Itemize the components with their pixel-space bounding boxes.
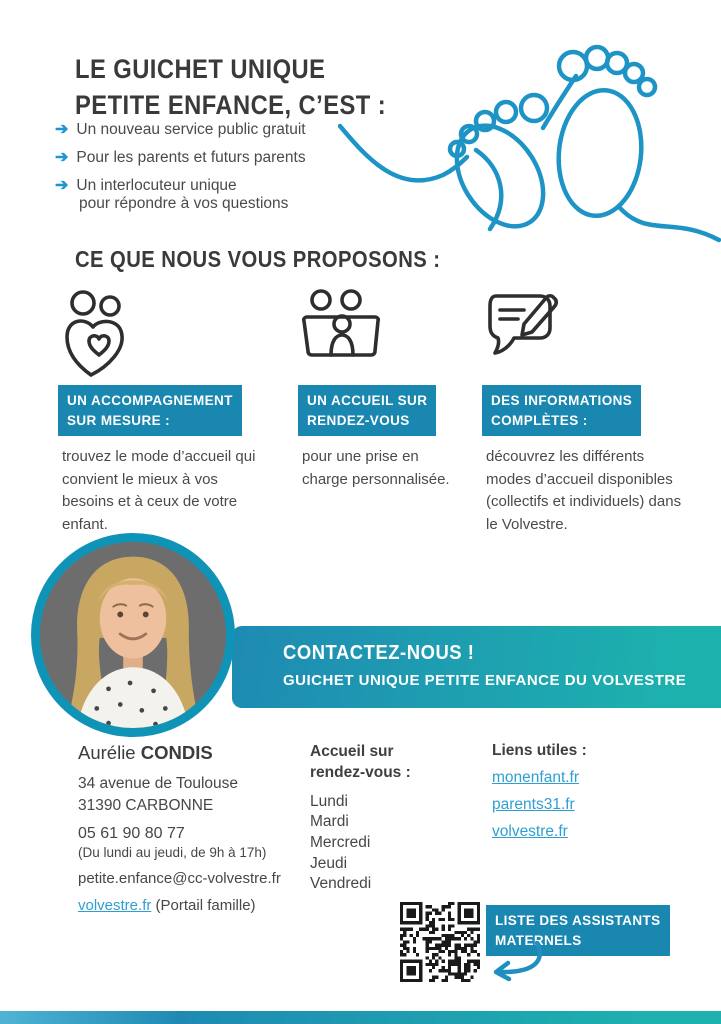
opening-days-title-line1: Accueil sur: [310, 743, 394, 760]
day-item: Lundi: [310, 792, 348, 810]
qr-code: [400, 902, 480, 982]
contact-phone: 05 61 90 80 77: [78, 825, 185, 843]
offer-badge-line1: UN ACCOMPAGNEMENT: [67, 393, 233, 408]
day-item: Mercredi: [310, 834, 371, 852]
contact-name: [78, 742, 313, 764]
arrow-right-icon: ➔: [55, 176, 69, 194]
contact-banner-title: CONTACTEZ-NOUS !: [283, 642, 475, 664]
arrow-right-icon: ➔: [55, 148, 69, 166]
offer-badge: [298, 385, 436, 436]
avatar: [31, 533, 235, 737]
offer-accueil: [298, 288, 468, 491]
page-title-line2: PETITE ENFANCE, C’EST :: [75, 89, 387, 120]
contact-portal: [78, 897, 313, 914]
offers-section-title: CE QUE NOUS VOUS PROPOSONS :: [75, 246, 441, 272]
useful-links-title: Liens utiles :: [492, 742, 587, 759]
useful-links: [492, 742, 672, 841]
contact-details: [78, 742, 313, 914]
footer-accent-bar: [0, 1011, 721, 1024]
opening-days-title-line2: rendez-vous :: [310, 763, 411, 781]
offer-badge-line2: RENDEZ-VOUS: [307, 412, 410, 428]
contact-email: petite.enfance@cc-volvestre.fr: [78, 870, 281, 888]
page-title-line1: LE GUICHET UNIQUE: [75, 54, 326, 84]
offer-informations: [482, 288, 687, 536]
bullet-text: Un nouveau service public gratuit: [76, 121, 306, 138]
offer-badge-line2: COMPLÈTES :: [491, 412, 588, 428]
bullet-text: Un interlocuteur unique: [76, 176, 237, 194]
day-item: Vendredi: [310, 875, 372, 893]
bullet-text-line2: pour répondre à vos questions: [79, 194, 289, 212]
offer-badge: [482, 385, 641, 436]
contact-banner: [232, 626, 721, 708]
family-heart-icon: [58, 288, 273, 383]
list-item: [55, 148, 306, 169]
offer-badge: [58, 385, 242, 436]
offer-badge-line1: DES INFORMATIONS: [491, 393, 633, 408]
curved-arrow-icon: [481, 941, 547, 983]
link-parents31[interactable]: parents31.fr: [492, 796, 575, 813]
offer-text: pour une prise en charge personnalisée.: [302, 448, 450, 488]
contact-last-name: CONDIS: [140, 742, 213, 763]
offer-accompagnement: [58, 288, 273, 536]
baby-feet-line-icon: [338, 8, 721, 253]
note-pencil-icon: [482, 288, 687, 383]
day-item: Mardi: [310, 813, 349, 831]
offer-badge-line1: UN ACCUEIL SUR: [307, 393, 428, 408]
reception-desk-icon: [298, 288, 468, 383]
address-line1: 34 avenue de Toulouse: [78, 775, 239, 792]
list-item: [55, 120, 306, 141]
offer-badge-line2: SUR MESURE :: [67, 412, 171, 428]
offer-text: découvrez les différents modes d’accueil disponibles (collectifs et individuels) dans le Volvestre.: [486, 448, 682, 533]
list-item: [55, 176, 306, 197]
contact-banner-subtitle: GUICHET UNIQUE PETITE ENFANCE DU VOLVESTRE: [283, 672, 687, 689]
assistants-badge-line1: LISTE DES ASSISTANTS: [495, 913, 661, 928]
link-volvestre[interactable]: volvestre.fr: [492, 823, 568, 840]
day-item: Jeudi: [310, 854, 348, 872]
contact-phone-note: (Du lundi au jeudi, de 9h à 17h): [78, 845, 267, 861]
address-line2: 31390 CARBONNE: [78, 796, 214, 814]
opening-days: [310, 742, 470, 895]
opening-days-title: [310, 742, 470, 784]
portal-link[interactable]: volvestre.fr: [78, 897, 152, 915]
arrow-right-icon: ➔: [55, 121, 69, 138]
bullet-text: Pour les parents et futurs parents: [76, 148, 306, 166]
link-monenfant[interactable]: monenfant.fr: [492, 769, 580, 786]
contact-address: [78, 773, 313, 816]
contact-first-name: Aurélie: [78, 742, 136, 763]
portal-note: (Portail famille): [155, 897, 256, 915]
offer-text: trouvez le mode d’accueil qui convient le mieux à vos besoins et à ceux de votre enfant.: [62, 448, 256, 533]
intro-bullet-list: [55, 120, 306, 213]
assistants-badge-line2: MATERNELS: [495, 932, 582, 948]
opening-days-list: [310, 792, 470, 895]
